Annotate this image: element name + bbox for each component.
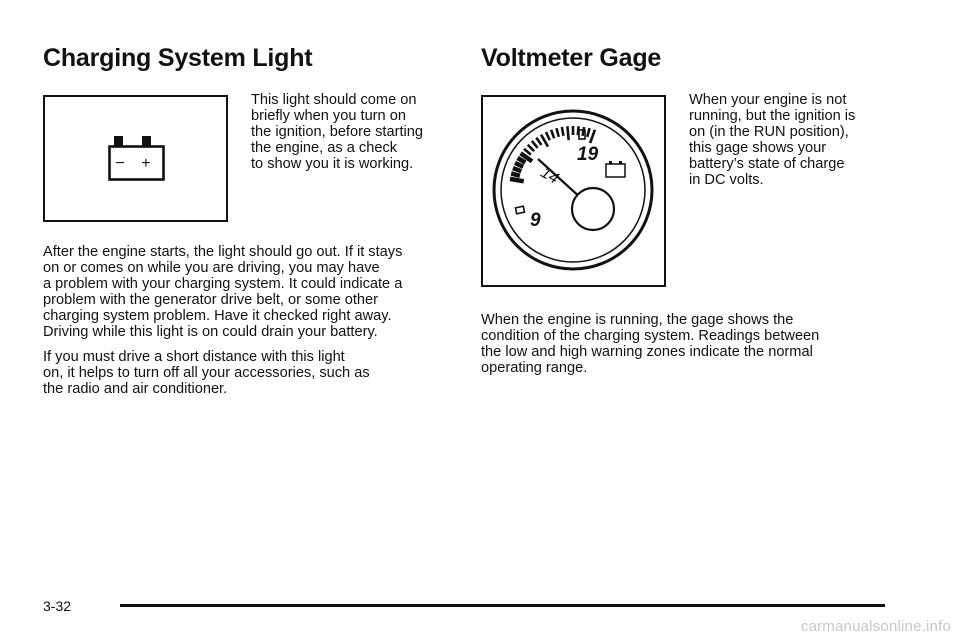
gauge-label-mid: 14 [537,164,562,188]
battery-icon [45,97,226,220]
gauge-tick [511,173,520,175]
gauge-tick [536,138,541,145]
gauge-tick [546,132,550,140]
gauge-tick [562,127,564,136]
footer-rule [120,604,885,607]
gauge-tick [518,158,526,163]
side-line: the ignition, before starting [251,124,423,140]
gauge-tick [551,130,554,138]
gauge-battery-icon [606,161,625,177]
side-line: When your engine is not [689,92,847,108]
text-line: the radio and air conditioner. [43,381,228,397]
paragraph [481,312,901,376]
gauge-tick [513,168,521,171]
text-line: When the engine is running, the gage shows the [481,312,794,328]
charging-light-figure [43,95,228,222]
gauge-hub [572,188,614,230]
text-line: Driving while this light is on could drain your battery. [43,324,378,340]
text-line: the low and high warning zones indicate the normal [481,344,813,360]
page-number: 3-32 [43,598,72,614]
charging-light-side-text [251,92,463,172]
text-line: a problem with your charging system. It could indicate a [43,276,403,292]
gauge-tick [556,128,558,137]
gauge-tick [528,145,534,151]
text-line: problem with the generator drive belt, or some other [43,292,379,308]
battery-terminal-signs: − + [115,155,157,172]
gauge-tick [515,163,523,167]
voltmeter-side-text [689,92,901,188]
text-line: operating range. [481,360,588,376]
side-line: This light should come on [251,92,417,108]
text-line: on or comes on while you are driving, you may have [43,260,380,276]
charging-system-light-heading: Charging System Light [43,44,313,72]
voltmeter-body [481,312,901,385]
gauge-tick [583,127,585,136]
paragraph [43,244,463,340]
watermark: carmanualsonline.info [800,618,951,635]
gauge-tick [567,126,568,140]
voltmeter-gage-heading: Voltmeter Gage [481,44,662,72]
side-line: running, but the ignition is [689,108,856,124]
side-line: in DC volts. [689,172,764,188]
side-line: on (in the RUN position), [689,124,849,140]
gauge-tick [590,130,595,143]
gauge-label-low: 9 [530,210,541,231]
side-line: battery’s state of charge [689,156,845,172]
side-line: briefly when you turn on [251,108,406,124]
text-line: After the engine starts, the light should go out. If it stays [43,244,403,260]
gauge-tick [587,128,589,137]
gauge-tick [510,179,524,181]
paragraph [43,349,463,397]
gauge-tick [532,141,538,148]
side-line: this gage shows your [689,140,827,156]
charging-light-body [43,244,463,406]
text-line: charging system problem. Have it checked right away. [43,308,392,324]
text-line: on, it helps to turn off all your accessories, such as [43,365,370,381]
side-line: to show you it is working. [251,156,414,172]
gauge-label-high: 19 [577,144,599,165]
side-line: the engine, as a check [251,140,398,156]
text-line: If you must drive a short distance with this light [43,349,345,365]
voltmeter-gauge-icon [483,97,664,285]
text-line: condition of the charging system. Readings between [481,328,820,344]
voltmeter-figure [481,95,666,287]
